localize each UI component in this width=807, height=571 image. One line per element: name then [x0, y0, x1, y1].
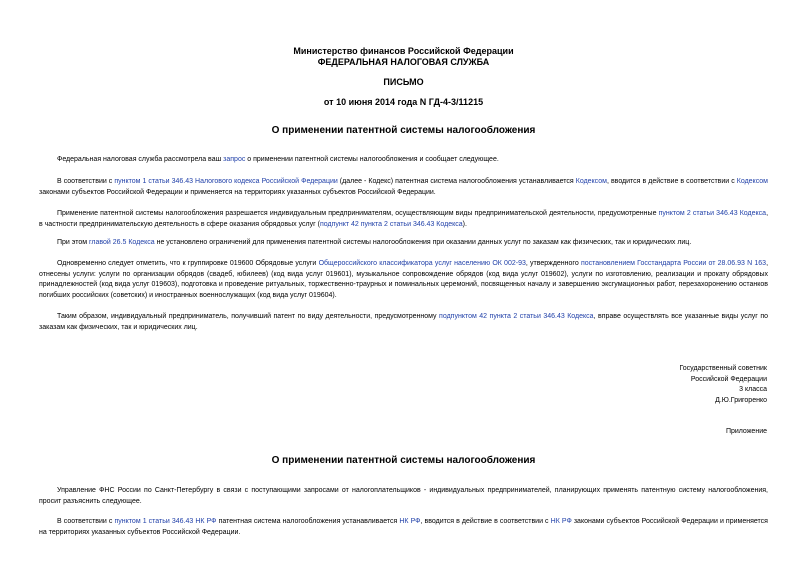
- paragraph-1: [39, 155, 768, 166]
- text: Таким образом, индивидуальный предприниматель, получивший патент по виду деятельности, предусмотренному: [57, 313, 440, 320]
- text: ).: [462, 220, 467, 228]
- link-tax-code[interactable]: НК РФ: [550, 518, 572, 525]
- text: законами субъектов Российской Федерации и применяется на территориях указанных субъектов Российской Федерации.: [39, 518, 768, 536]
- appendix-title: О применении патентной системы налогообложения: [271, 455, 536, 466]
- signature-line: 3 класса: [739, 386, 767, 393]
- text: Федеральная налоговая служба рассмотрела ваш: [57, 156, 224, 163]
- text: Управление ФНС России по Санкт-Петербургу в связи с поступающими запросами от налогоплательщиков - индивидуальных предпринимателей, планирующих применять патентную систему налогообложения, просит разъяснить следующее.: [39, 487, 768, 505]
- link-tax-code[interactable]: НК РФ: [399, 518, 421, 525]
- text: не установлено ограничений для применения патентной системы налогообложения при оказании данных услуг по заказам как физических, так и юридических лиц.: [154, 239, 692, 246]
- document-title: О применении патентной системы налогообложения: [271, 125, 536, 136]
- appendix-label: Приложение: [725, 428, 767, 435]
- text: В соответствии с: [57, 518, 115, 525]
- document-date-number: от 10 июня 2014 года N ГД-4-3/11215: [323, 97, 484, 107]
- text: о применении патентной системы налогообложения и сообщает следующее.: [245, 156, 499, 163]
- paragraph-4: [39, 238, 768, 249]
- text: , в частности предпринимательскую деятельность в сфере оказания обрядовых услуг (: [39, 210, 769, 228]
- link-code-article-2[interactable]: пунктом 2 статьи 346.43 Кодекса: [658, 210, 767, 217]
- signature-name: Д.Ю.Григоренко: [715, 396, 767, 404]
- text: , утвержденного: [525, 260, 581, 267]
- ministry-name: Министерство финансов Российской Федерации: [293, 46, 514, 56]
- link-tax-code-article[interactable]: пунктом 1 статьи 346.43 НК РФ: [114, 518, 217, 525]
- link-code[interactable]: Кодексом: [575, 178, 607, 185]
- text: Одновременно следует отметить, что к группировке 019600 Обрядовые услуги: [57, 260, 319, 267]
- link-chapter-26-5[interactable]: главой 26.5 Кодекса: [88, 239, 155, 246]
- service-name: ФЕДЕРАЛЬНАЯ НАЛОГОВАЯ СЛУЖБА: [317, 57, 490, 67]
- link-tax-code-article[interactable]: пунктом 1 статьи 346.43 Налогового кодекса Российской Федерации: [114, 178, 338, 185]
- link-classifier[interactable]: Общероссийского классификатора услуг населению ОК 002-93: [318, 260, 526, 267]
- text: , отнесены услуги: услуги по организации обрядов (свадеб, юбилеев) (код вида услуг 019601), музыкальное сопровождение обрядов (код вида услуг 019602), услуги по изготовлению, реализации и прокату обрядовых принадлежностей (код вида услуг 019603), подготовка и проведение ритуальных, торжественно-траурных и поминальных церемоний, посвященных началу и завершению эксгумационных работ, перезахоронению останков погибших российских (советских) и иностранных военнослужащих (код вида услуг 019604).: [39, 260, 769, 299]
- text: патентная система налогообложения устанавливается: [216, 518, 400, 525]
- link-gosstandart-resolution[interactable]: постановлением Госстандарта России от 28.06.93 N 163: [580, 260, 767, 267]
- signature-line: Государственный советник: [679, 365, 767, 372]
- signature-line: Российской Федерации: [690, 375, 767, 383]
- text: В соответствии с: [57, 178, 115, 185]
- text: , вводится в действие в соответствии с: [420, 518, 551, 525]
- text: Применение патентной системы налогообложения разрешается индивидуальным предпринимателям, осуществляющим виды предпринимательской деятельности, предусмотренные: [57, 210, 659, 217]
- paragraph-7: [39, 486, 768, 507]
- link-subclause-42[interactable]: подпункт 42 пункта 2 статьи 346.43 Кодекса: [319, 220, 463, 228]
- paragraph-5: [39, 259, 768, 301]
- text: , вводится в действие в соответствии с: [606, 178, 737, 185]
- link-request[interactable]: запрос: [223, 156, 246, 163]
- paragraph-2: [39, 177, 768, 198]
- link-subclause-42[interactable]: подпунктом 42 пункта 2 статьи 346.43 Кодекса: [439, 313, 594, 320]
- signature-block: [567, 364, 767, 406]
- paragraph-3: [39, 209, 768, 230]
- paragraph-8: [39, 517, 768, 538]
- document-type: ПИСЬМО: [383, 77, 424, 87]
- text: , вправе осуществлять все указанные виды услуг по заказам как физических, так и юридических лиц.: [39, 313, 769, 331]
- text: При этом: [57, 239, 89, 246]
- text: законами субъектов Российской Федерации и применяется на территориях указанных субъектов Российской Федерации.: [39, 188, 436, 196]
- paragraph-6: [39, 312, 768, 333]
- link-code[interactable]: Кодексом: [736, 178, 768, 185]
- text: (далее - Кодекс) патентная система налогообложения устанавливается: [337, 178, 576, 185]
